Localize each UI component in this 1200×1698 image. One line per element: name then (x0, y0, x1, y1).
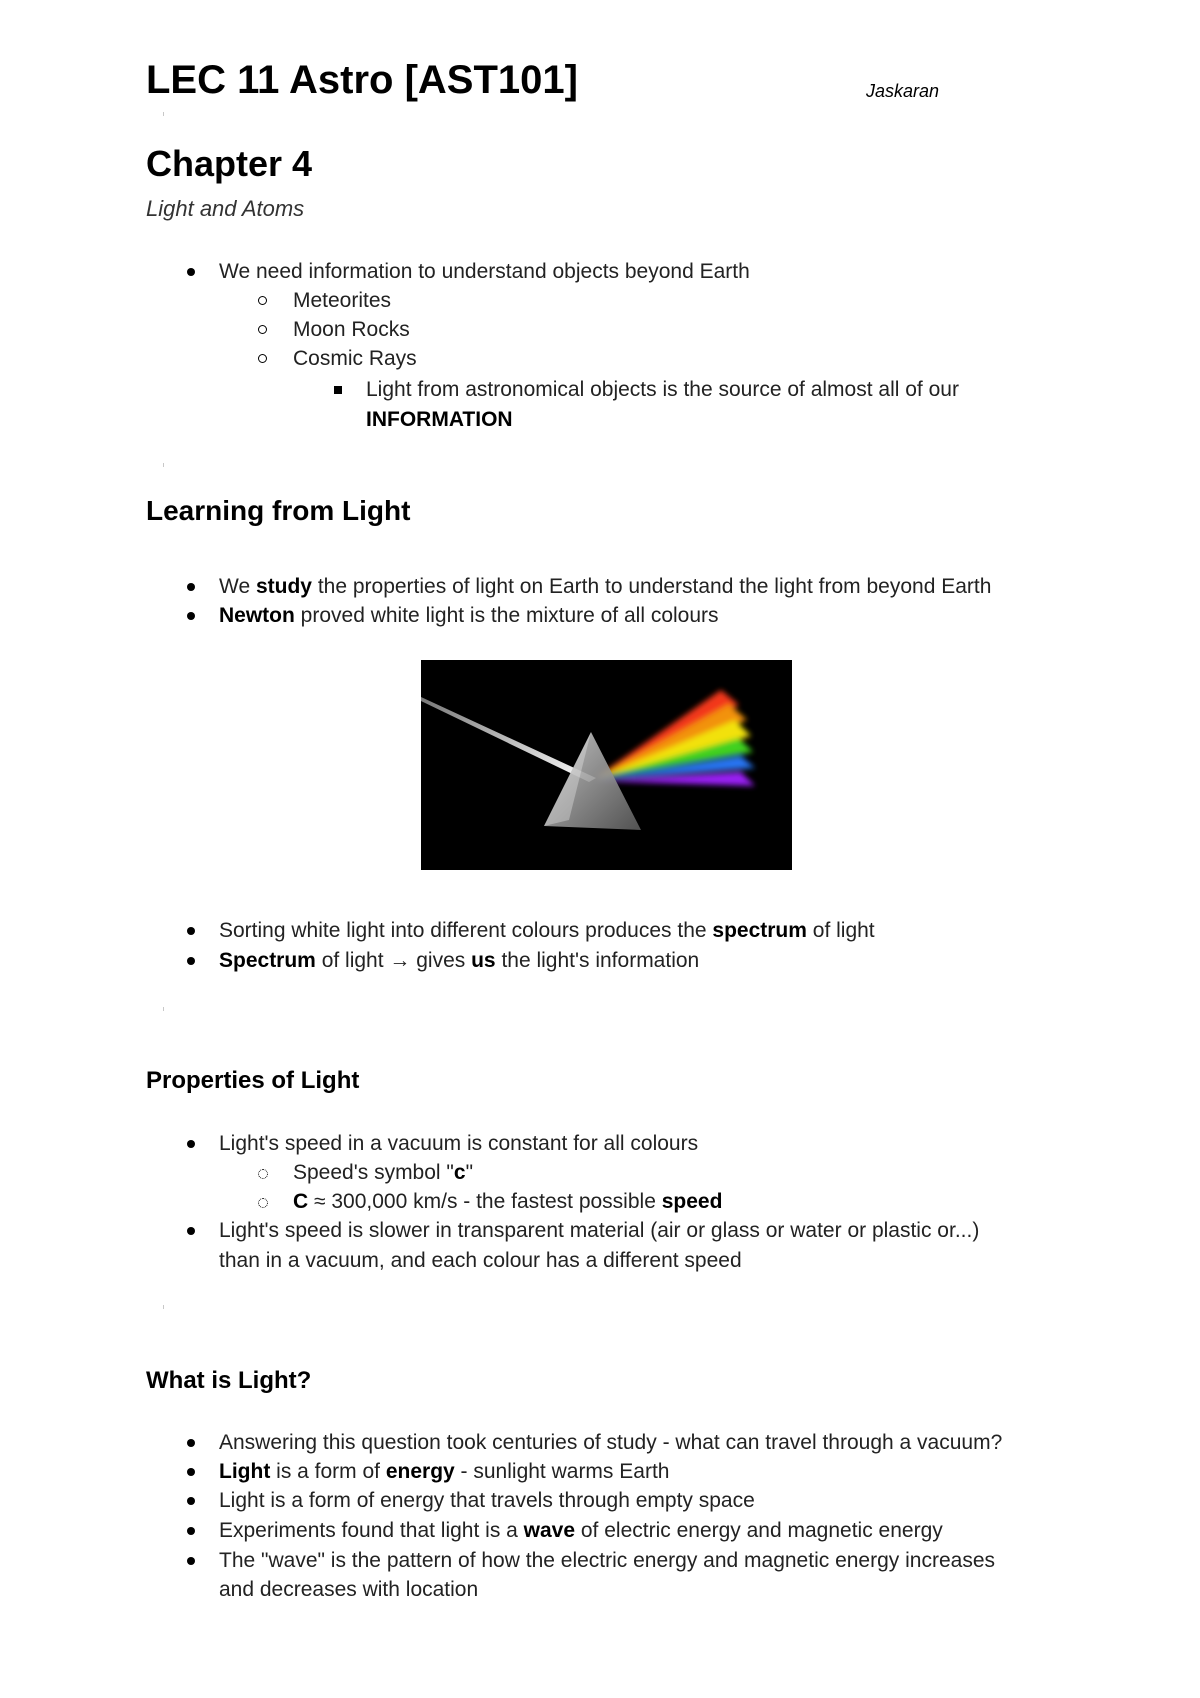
list-item-continuation: than in a vacuum, and each colour has a different speed (219, 1249, 742, 1272)
bullet-disc-icon (187, 1468, 195, 1476)
list-item: Sorting white light into different colours produces the spectrum of light (219, 919, 875, 942)
list-item: Light is a form of energy that travels through empty space (219, 1489, 755, 1512)
bullet-disc-icon (187, 1227, 195, 1235)
paragraph-marker (163, 1305, 164, 1309)
prism-spectrum-image (421, 660, 792, 870)
list-item: Experiments found that light is a wave of electric energy and magnetic energy (219, 1519, 943, 1542)
document-title: LEC 11 Astro [AST101] (146, 58, 578, 102)
bullet-square-icon (334, 386, 342, 394)
section-heading: Learning from Light (146, 495, 411, 526)
bullet-disc-icon (187, 927, 195, 935)
bullet-circle-icon (258, 296, 267, 305)
list-item: Meteorites (293, 289, 392, 312)
list-item: Answering this question took centuries of study - what can travel through a vacuum? (219, 1431, 1003, 1454)
bullet-dotted-circle-icon (258, 1169, 268, 1179)
list-item: Newton proved white light is the mixture of all colours (219, 604, 719, 627)
bullet-circle-icon (258, 354, 267, 363)
list-item: The "wave" is the pattern of how the electric energy and magnetic energy increases (219, 1549, 995, 1572)
paragraph-marker (163, 112, 164, 116)
bullet-disc-icon (187, 1527, 195, 1535)
paragraph-marker (163, 463, 164, 467)
chapter-subtitle: Light and Atoms (146, 196, 305, 221)
bullet-disc-icon (187, 1140, 195, 1148)
chapter-heading: Chapter 4 (146, 143, 313, 184)
list-item-continuation: and decreases with location (219, 1578, 479, 1601)
paragraph-marker (163, 1007, 164, 1011)
section-heading: What is Light? (146, 1367, 312, 1394)
list-item: Speed's symbol "c" (293, 1161, 474, 1184)
author-name: Jaskaran (866, 81, 940, 101)
list-item: Spectrum of light → gives us the light's information (219, 949, 700, 972)
bullet-dotted-circle-icon (258, 1198, 268, 1208)
bullet-disc-icon (187, 1557, 195, 1565)
list-item: Light's speed in a vacuum is constant for all colours (219, 1132, 699, 1155)
list-item: Light is a form of energy - sunlight warms Earth (219, 1460, 670, 1483)
list-item: We study the properties of light on Earth to understand the light from beyond Earth (219, 575, 992, 598)
bullet-disc-icon (187, 612, 195, 620)
list-item: Cosmic Rays (293, 347, 417, 370)
list-item: C ≈ 300,000 km/s - the fastest possible speed (293, 1190, 723, 1213)
prism-icon (421, 660, 792, 870)
bullet-disc-icon (187, 583, 195, 591)
bullet-circle-icon (258, 325, 267, 334)
emphasis-text: INFORMATION (366, 408, 513, 431)
list-item: Light from astronomical objects is the source of almost all of our (366, 378, 959, 401)
list-item: Light's speed is slower in transparent material (air or glass or water or plastic or...) (219, 1219, 980, 1242)
list-item: Moon Rocks (293, 318, 410, 341)
bullet-disc-icon (187, 957, 195, 965)
section-heading: Properties of Light (146, 1067, 360, 1094)
list-item: We need information to understand objects beyond Earth (219, 260, 750, 283)
bullet-disc-icon (187, 268, 195, 276)
bullet-disc-icon (187, 1439, 195, 1447)
bullet-disc-icon (187, 1497, 195, 1505)
